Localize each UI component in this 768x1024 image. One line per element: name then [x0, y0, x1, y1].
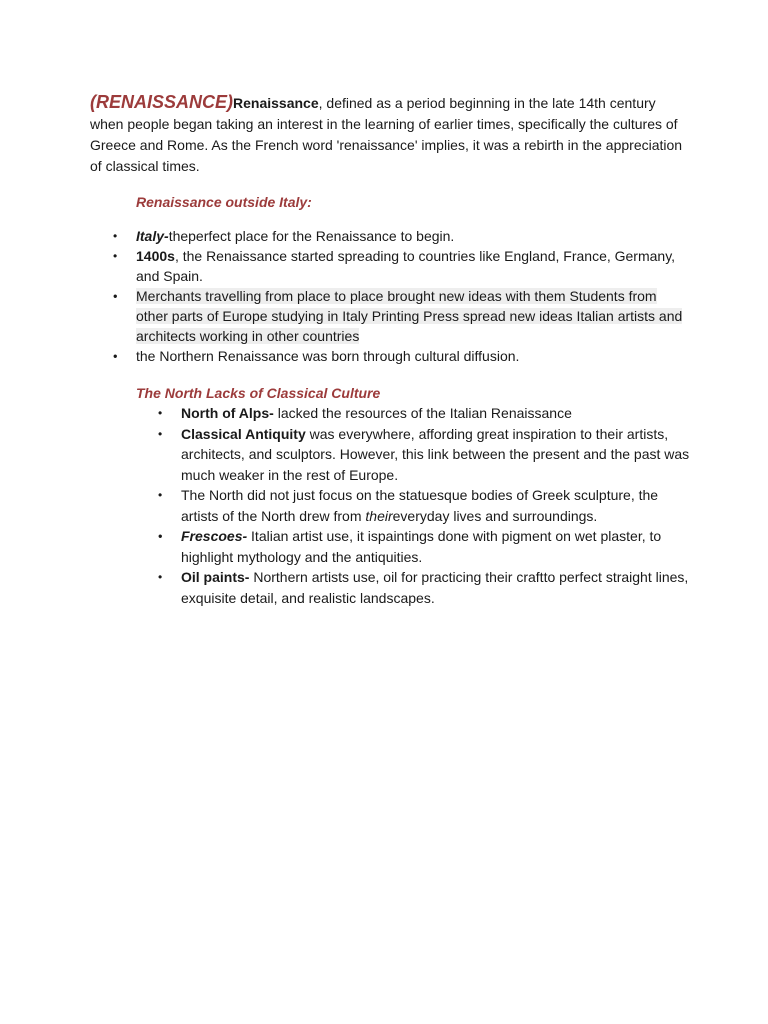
intro-bold-word: Renaissance: [233, 95, 319, 111]
list-item-italic-word: their: [365, 507, 393, 524]
intro-text: , defined as a period beginning in the late 14th century when people began taking an interest in the learning of earlier times, specifically the cultures of Greece and Rome. As the French word 'renaissance' implies, it was a rebirth in the appreciation of classical times.: [90, 95, 683, 174]
list-item: [90, 424, 690, 486]
bullet-icon: •: [158, 529, 163, 543]
list-item: [90, 246, 690, 286]
bullet-icon: •: [113, 229, 118, 243]
list-item-lead: 1400s: [136, 248, 175, 264]
list-item: [90, 286, 690, 346]
list-item-text: was everywhere, affording great inspiration to their artists, architects, and sculptors. However, this link between the present and the past was much weaker in the rest of Europe.: [181, 425, 690, 483]
intro-paragraph: [90, 92, 690, 177]
bullet-icon: •: [158, 406, 163, 420]
list-item-lead: Classical Antiquity: [181, 425, 306, 442]
bullet-icon: •: [158, 570, 163, 584]
bullet-icon: •: [113, 349, 118, 363]
list-item-text-highlighted: Merchants travelling from place to place brought new ideas with them Students from other parts of Europe studying in Italy Printing Press spread new ideas Italian artists and architects working in other countries: [136, 288, 683, 344]
outside-italy-list: [90, 226, 690, 366]
bullet-icon: •: [113, 249, 118, 263]
document-title: (RENAISSANCE): [90, 92, 234, 112]
list-item-text: The North did not just focus on the statuesque bodies of Greek sculpture, the artists of the North drew from: [181, 487, 659, 524]
list-item-lead: Oil paints-: [181, 569, 250, 585]
document-content: [90, 92, 690, 608]
list-item: [90, 346, 690, 366]
list-item: [90, 567, 690, 608]
list-item-text: theperfect place for the Renaissance to begin.: [168, 228, 455, 244]
bullet-icon: •: [158, 488, 163, 502]
list-item-text: , the Renaissance started spreading to countries like England, France, Germany, and Spain.: [136, 248, 676, 284]
list-item-lead: Italy-: [136, 228, 169, 244]
section-heading-north-lacks: The North Lacks of Classical Culture: [136, 385, 381, 401]
list-item-text: Northern artists use, oil for practicing their craftto perfect straight lines, exquisite detail, and realistic landscapes.: [181, 569, 689, 606]
list-item: [90, 226, 690, 246]
list-item-lead: North of Alps-: [181, 405, 274, 421]
section-heading-outside-italy: Renaissance outside Italy:: [136, 194, 312, 210]
list-item-text: lacked the resources of the Italian Renaissance: [273, 405, 572, 421]
bullet-icon: •: [113, 289, 118, 303]
list-item: [90, 403, 690, 424]
bullet-icon: •: [158, 426, 163, 441]
north-lacks-list: [90, 403, 690, 608]
list-item: [90, 526, 690, 567]
list-item-text: Italian artist use, it ispaintings done with pigment on wet plaster, to highlight mythology and the antiquities.: [181, 528, 662, 565]
list-item: [90, 485, 690, 526]
list-item-text: everyday lives and surroundings.: [392, 507, 598, 524]
list-item-lead: Frescoes-: [181, 528, 248, 544]
list-item-text: the Northern Renaissance was born through cultural diffusion.: [136, 348, 520, 364]
